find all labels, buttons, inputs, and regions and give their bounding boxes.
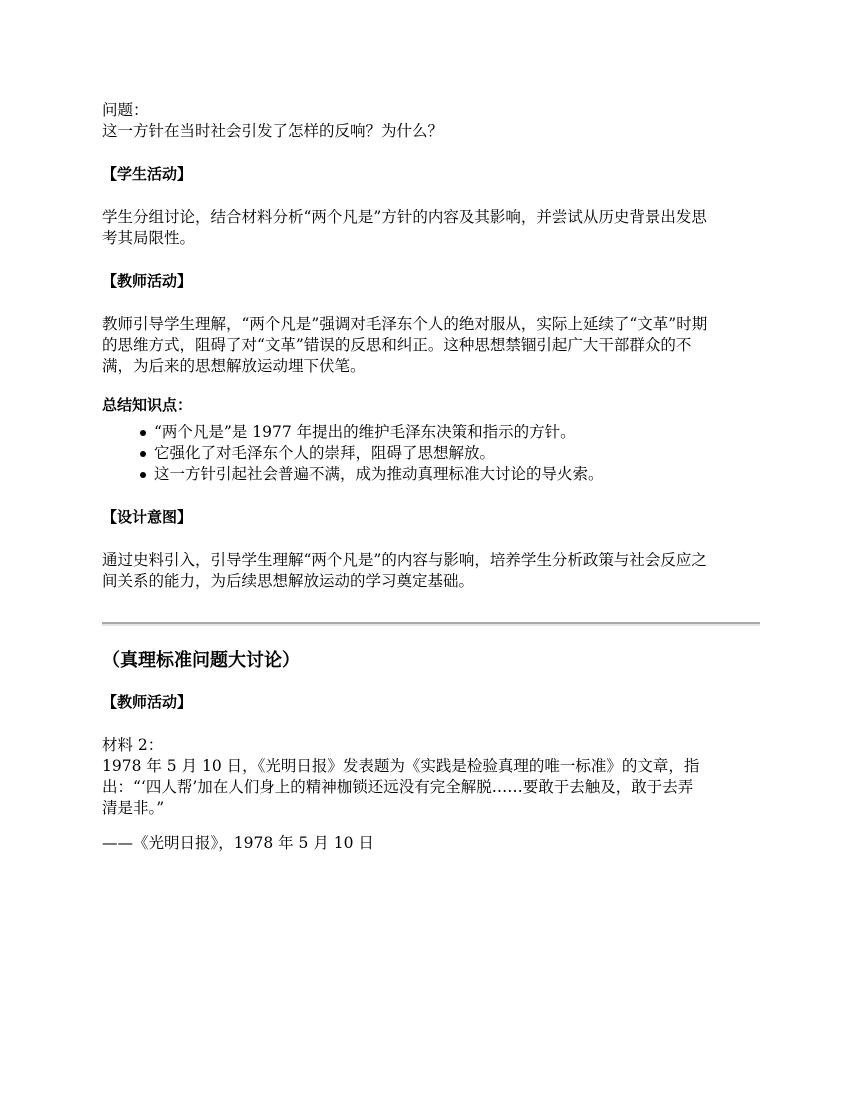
material-text-line: 清是非。” [102, 799, 165, 817]
teacher-activity-heading: 【教师活动】 [102, 272, 193, 290]
material-label: 材料 2： [102, 736, 164, 754]
design-intent-text-line: 通过史料引入，引导学生理解“两个凡是”的内容与影响，培养学生分析政策与社会反应之 [102, 551, 707, 569]
teacher-activity-heading-2: 【教师活动】 [102, 693, 193, 711]
bullet-icon [140, 451, 146, 457]
list-item-text: 这一方针引起社会普遍不满，成为推动真理标准大讨论的导火索。 [154, 465, 604, 483]
document-page [102, 100, 762, 854]
material-text-line: 1978 年 5 月 10 日，《光明日报》发表题为《实践是检验真理的唯一标准》的文章，指 [102, 757, 700, 775]
design-intent-text-line: 间关系的能力，为后续思想解放运动的学习奠定基础。 [102, 572, 475, 590]
bullet-icon [140, 472, 146, 478]
question-label: 问题： [102, 101, 149, 119]
list-item [140, 464, 762, 485]
list-item-text: 它强化了对毛泽东个人的崇拜，阻碍了思想解放。 [154, 444, 496, 462]
horizontal-divider [102, 622, 760, 626]
section-title: （真理标准问题大讨论） [102, 650, 300, 671]
question-text: 这一方针在当时社会引发了怎样的反响？为什么？ [102, 122, 444, 140]
design-intent-heading: 【设计意图】 [102, 508, 193, 526]
list-item [140, 422, 762, 443]
list-item-text: “两个凡是”是 1977 年提出的维护毛泽东决策和指示的方针。 [154, 423, 576, 441]
teacher-activity-text-line: 满，为后来的思想解放运动埋下伏笔。 [102, 357, 366, 375]
material-text-line: 出：“‘四人帮’加在人们身上的精神枷锁还远没有完全解脱……要敢于去触及，敢于去弄 [102, 778, 694, 796]
student-activity-text-line: 考其局限性。 [102, 229, 196, 247]
student-activity-text-line: 学生分组讨论，结合材料分析“两个凡是”方针的内容及其影响，并尝试从历史背景出发思 [102, 208, 707, 226]
teacher-activity-text-line: 的思维方式，阻碍了对“文革”错误的反思和纠正。这种思想禁锢引起广大干部群众的不 [102, 336, 692, 354]
bullet-icon [140, 430, 146, 436]
list-item [140, 443, 762, 464]
summary-title: 总结知识点： [102, 396, 193, 414]
student-activity-heading: 【学生活动】 [102, 165, 193, 183]
teacher-activity-text-line: 教师引导学生理解，“两个凡是”强调对毛泽东个人的绝对服从，实际上延续了“文革”时期 [102, 315, 708, 333]
summary-list [102, 422, 762, 485]
material-source: ——《光明日报》，1978 年 5 月 10 日 [102, 834, 374, 852]
